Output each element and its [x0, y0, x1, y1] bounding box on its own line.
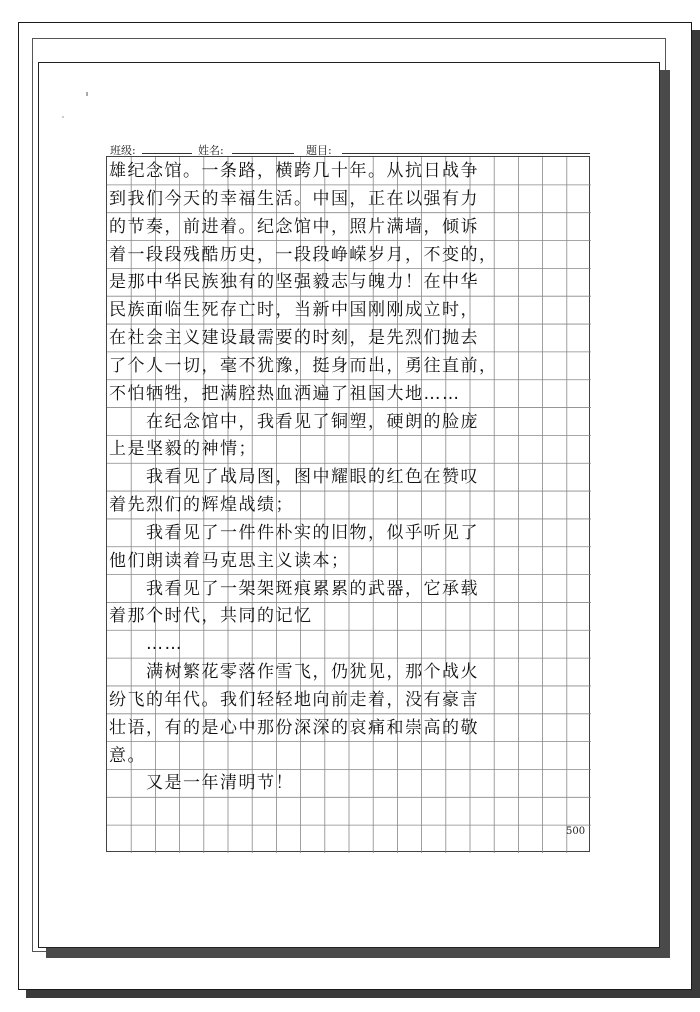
essay-line: 纷飞的年代。我们轻轻地向前走着，没有豪言	[109, 689, 479, 710]
class-field-line	[142, 153, 192, 154]
essay-line: 在社会主义建设最需要的时刻，是先烈们抛去	[109, 328, 479, 349]
class-label: 班级:	[110, 144, 136, 157]
essay-line: 他们朗读着马克思主义读本；	[109, 550, 350, 571]
essay-line: 满树繁花零落作雪飞，仍犹见，那个战火	[109, 662, 479, 683]
essay-line: 在纪念馆中，我看见了铜塑，硬朗的脸庞	[109, 411, 479, 432]
essay-line: 壮语，有的是心中那份深深的哀痛和崇高的敬	[109, 717, 479, 738]
name-field-line	[232, 153, 294, 154]
essay-line: 我看见了一件件朴实的旧物，似乎听见了	[109, 522, 479, 543]
essay-line: 着那个时代，共同的记忆	[109, 606, 313, 627]
essay-line: 的节奏，前进着。纪念馆中，照片满墙，倾诉	[109, 216, 479, 237]
essay-line: 我看见了一架架斑痕累累的武器，它承载	[109, 578, 479, 599]
title-label: 题目:	[306, 144, 332, 157]
essay-line: 又是一年清明节！	[109, 773, 294, 794]
name-label: 姓名:	[198, 144, 224, 157]
essay-line: 民族面临生死存亡时，当新中国刚刚成立时，	[109, 300, 479, 321]
essay-text	[107, 157, 591, 853]
essay-line: 到我们今天的幸福生活。中国，正在以强有力	[109, 188, 479, 209]
essay-line: 着一段段残酷历史，一段段峥嵘岁月，不变的，	[109, 244, 498, 265]
title-field-line	[342, 153, 590, 154]
essay-line: 着先烈们的辉煌战绩；	[109, 495, 294, 516]
sheet-header	[106, 140, 590, 156]
essay-line: 雄纪念馆。一条路，横跨几十年。从抗日战争	[109, 161, 479, 181]
paper-speck	[86, 92, 88, 96]
essay-line: 我看见了战局图，图中耀眼的红色在赞叹	[109, 467, 479, 488]
paper-speck	[62, 116, 64, 118]
essay-line: 是那中华民族独有的坚强毅志与魄力！在中华	[109, 272, 479, 293]
writing-grid	[106, 156, 590, 852]
page-number: 500	[566, 826, 586, 837]
essay-line: 了个人一切，毫不犹豫，挺身而出，勇往直前，	[109, 355, 498, 376]
essay-line: 上是坚毅的神情；	[109, 439, 257, 460]
essay-line: 不怕牺牲，把满腔热血洒遍了祖国大地……	[109, 383, 461, 404]
essay-line: 意。	[109, 745, 146, 766]
essay-line: ……	[109, 634, 183, 655]
